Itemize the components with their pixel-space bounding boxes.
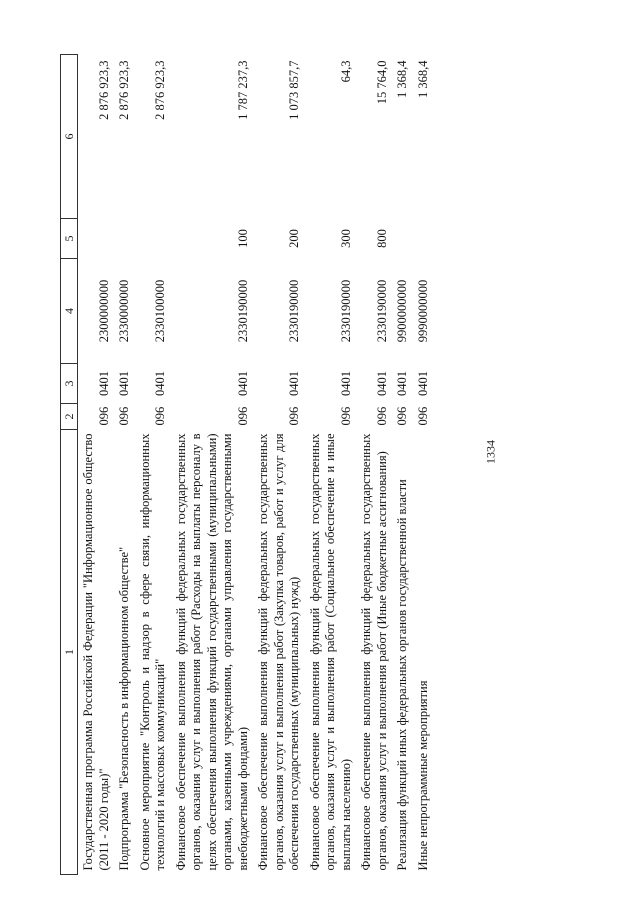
row-code5: 800	[374, 229, 389, 248]
row-name: Реализация функций иных федеральных органов государственной власти	[395, 479, 409, 871]
row-code4: 2330190000	[374, 279, 389, 343]
row-code5	[78, 219, 115, 259]
row-code5: 100	[235, 229, 250, 248]
row-code5: 200	[287, 229, 301, 248]
row-name: Финансовое обеспечение выполнения функций федеральных государственных органов, оказания услуг и выполнения работ (Закупка товаров, работ и услуг для обеспечения государственных (муниципальных) нужд)	[256, 433, 301, 871]
table-row	[413, 55, 434, 875]
row-code2: 096	[338, 406, 353, 426]
table-row	[253, 55, 305, 875]
row-name: Основное мероприятие "Контроль и надзор в сфере связи, информационных технологий и массовых коммуникаций"	[137, 433, 167, 871]
row-code4: 2330190000	[338, 279, 353, 343]
row-amount: 1 368,4	[395, 60, 409, 98]
row-code4: 9990000000	[415, 279, 430, 343]
row-name: Государственная программа Российской Федерации "Информационное общество (2011 - 2020 годы)"	[81, 433, 111, 871]
row-code2: 096	[415, 406, 430, 426]
row-code3: 0401	[395, 371, 409, 396]
row-code3: 0401	[338, 371, 353, 396]
row-code4: 2330190000	[235, 279, 250, 343]
row-code3: 0401	[415, 371, 430, 396]
row-amount: 2 876 923,3	[117, 60, 131, 120]
row-code2: 096	[96, 406, 111, 426]
row-code5	[392, 219, 413, 259]
header-col-5: 5	[61, 219, 78, 259]
table-row	[135, 55, 171, 875]
row-code4: 2330000000	[117, 279, 131, 343]
header-col-2: 2	[61, 404, 78, 430]
budget-table-rotated	[60, 55, 546, 875]
row-code5: 300	[338, 229, 353, 248]
header-col-4: 4	[61, 259, 78, 364]
row-amount: 2 876 923,3	[153, 60, 167, 120]
row-amount: 15 764,0	[374, 60, 389, 105]
row-code2: 096	[153, 406, 167, 426]
row-name: Финансовое обеспечение выполнения функций федеральных государственных органов, оказания услуг и выполнения работ (Социальное обеспечение и иные выплаты населению)	[307, 433, 353, 871]
budget-table	[60, 54, 433, 875]
table-row	[171, 55, 254, 875]
row-code4: 2330100000	[153, 279, 167, 343]
row-amount: 1 787 237,3	[235, 60, 250, 120]
row-name: Финансовое обеспечение выполнения функций федеральных государственных органов, оказания услуг и выполнения работ (Расходы на выплаты персоналу в целях обеспечения выполнения функций государственными (муниципальными) органами, казенными учреждениями, органами управления государственными внебюджетными фондами)	[173, 433, 250, 871]
row-code2: 096	[117, 406, 131, 426]
row-code3: 0401	[153, 371, 167, 396]
row-code3: 0401	[374, 371, 389, 396]
row-code3: 0401	[96, 371, 111, 396]
row-amount: 64,3	[338, 60, 353, 83]
table-row	[356, 55, 392, 875]
page-number: 1334	[483, 440, 498, 464]
table-row	[114, 55, 135, 875]
row-amount: 2 876 923,3	[96, 60, 111, 120]
row-code5	[114, 219, 135, 259]
row-code2: 096	[395, 406, 409, 426]
row-code5	[135, 219, 171, 259]
header-row	[61, 55, 78, 875]
table-row	[305, 55, 357, 875]
row-code5	[413, 219, 434, 259]
row-name: Финансовое обеспечение выполнения функций федеральных государственных органов, оказания услуг и выполнения работ (Иные бюджетные ассигнования)	[359, 433, 389, 871]
table-row	[78, 55, 115, 875]
header-col-6: 6	[61, 55, 78, 219]
row-name: Иные непрограммные мероприятия	[415, 680, 430, 871]
row-code3: 0401	[287, 371, 301, 396]
row-code2: 096	[287, 406, 301, 426]
row-amount: 1 368,4	[415, 60, 430, 98]
table-row	[392, 55, 413, 875]
row-code2: 096	[235, 406, 250, 426]
row-code3: 0401	[117, 371, 131, 396]
row-code3: 0401	[235, 371, 250, 396]
header-col-1: 1	[61, 430, 78, 875]
row-code4: 2330190000	[287, 279, 301, 343]
row-code4: 2300000000	[96, 279, 111, 343]
row-amount: 1 073 857,7	[287, 60, 301, 120]
row-code4: 9900000000	[395, 279, 409, 343]
header-col-3: 3	[61, 364, 78, 404]
row-code2: 096	[374, 406, 389, 426]
row-name: Подпрограмма "Безопасность в информационном обществе"	[117, 546, 131, 871]
